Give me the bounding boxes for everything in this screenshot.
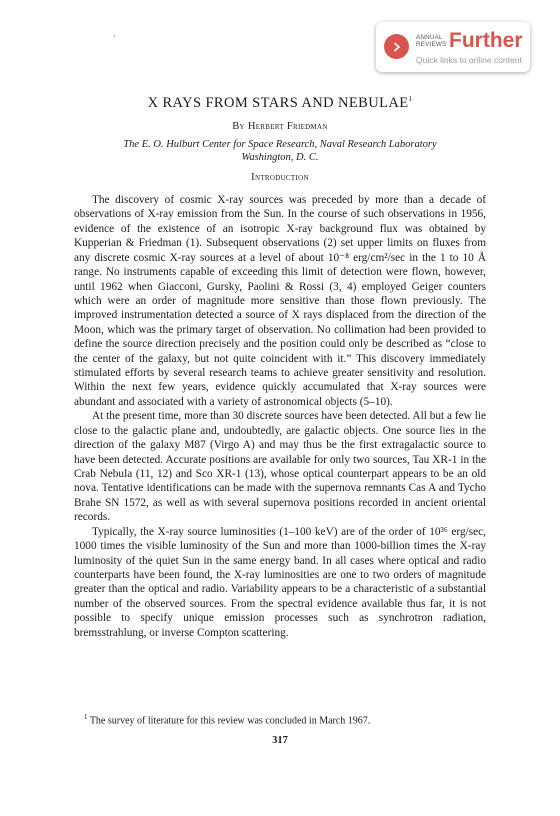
paragraph: The discovery of cosmic X-ray sources was preceded by more than a decade of observations of X-ray emission from the Sun. In the course of such observations in 1956, evidence of the existence of an isotropic X-ray background flux was obtained by Kupperian & Friedman (1). Subsequent observations (2) set upper limits on fluxes from any discrete cosmic X-ray sources at a level of about 10⁻⁸ erg/cm²/sec in the 1 to 10 Å range. No instruments capable of exceeding this limit of detection were flown, however, until 1962 when Giacconi, Gursky, Paolini & Rossi (3, 4) employed Geiger counters which were an order of magnitude more sensitive than those flown previously. The improved instrumentation detected a source of X rays displaced from the direction of the Moon, which was the primary target of observation. No collimation had been provided to define the source direction precisely and the position could only be described as “close to the center of the galaxy, but not quite coincident with it.” This discovery immediately stimulated efforts by several research teams to achieve greater sensitivity and resolution. Within the next few years, evidence quickly accumulated that X-ray sources were abundant and associated with a variety of astronomical objects (5–10).	[74, 194, 486, 408]
affiliation-line: The E. O. Hulburt Center for Space Research, Naval Research Laboratory	[123, 139, 437, 150]
author-byline: By Herbert Friedman	[232, 121, 328, 132]
article-title	[0, 95, 560, 112]
annual-reviews-label: ANNUAL REVIEWS	[416, 34, 447, 48]
further-tagline: Quick links to online content	[416, 55, 522, 65]
further-label: Further	[449, 29, 523, 52]
further-logo-icon	[384, 34, 409, 59]
article-body	[74, 193, 486, 640]
footnote-mark: 1	[84, 713, 88, 721]
chevron-right-icon	[392, 42, 402, 52]
page-number: 317	[272, 735, 288, 746]
paragraph: At the present time, more than 30 discrete sources have been detected. All but a few lie close to the galactic plane and, undoubtedly, are galactic objects. One source lies in the direction of the galaxy M87 (Virgo A) and may thus be the first extragalactic source to have been detected. Accurate positions are available for only two sources, Tau XR-1 in the Crab Nebula (11, 12) and Sco XR-1 (13), whose optical counterpart appears to be an old nova. Tentative identifications can be made with the supernova remnants Cas A and Tycho Brahe SN 1572, as well as with several supernova positions recorded in ancient oriental records.	[74, 410, 486, 524]
annual-reviews-further-badge[interactable]	[376, 22, 530, 72]
stray-mark: `	[113, 34, 116, 44]
footnote-text: The survey of literature for this review was concluded in March 1967.	[89, 715, 371, 727]
title-footnote-mark: 1	[408, 95, 413, 104]
affiliation-line: Washington, D. C.	[241, 152, 319, 163]
paragraph: Typically, the X-ray source luminosities (1–100 keV) are of the order of 10³⁶ erg/sec, 1000 times the visible luminosity of the Sun and more than 1000-billion times the X-ray luminosity of the quiet Sun in the same energy band. In all cases where optical and radio counterparts have been found, the X-ray luminosities are one to two orders of magnitude greater than the optical and radio. Variability appears to be a characteristic of a substantial number of the observed sources. From the spectral evidence available thus far, it is not possible to specify unique emission processes such as synchrotron radiation, bremsstrahlung, or inverse Compton scattering.	[74, 525, 486, 639]
article-title-text: X RAYS FROM STARS AND NEBULAE	[147, 95, 409, 111]
footnote	[84, 711, 484, 727]
author-affiliation	[0, 138, 560, 164]
section-heading: Introduction	[251, 172, 309, 183]
